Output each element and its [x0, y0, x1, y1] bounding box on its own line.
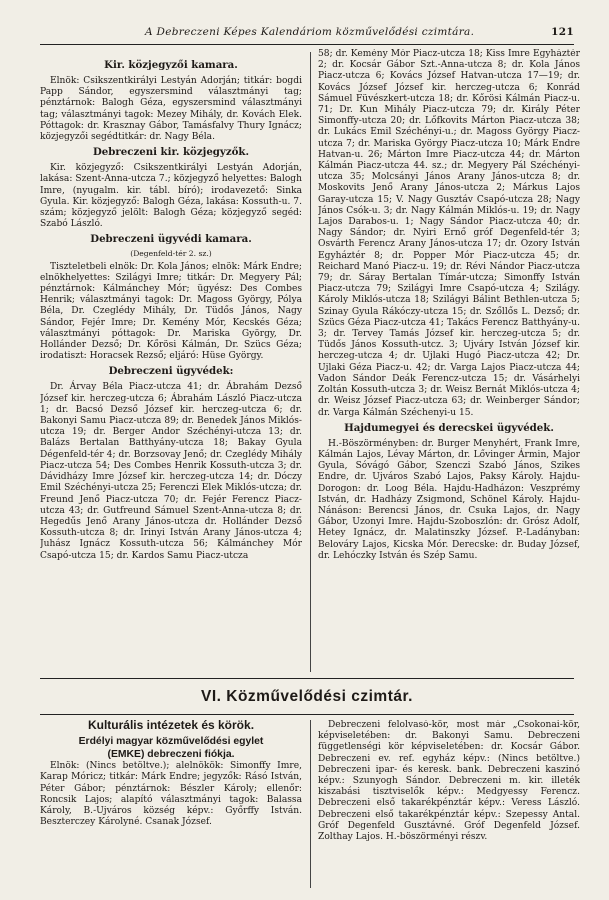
- section-heading: (EMKE) debreczeni fiókja.: [107, 749, 235, 761]
- header-title: A Debreczeni Képes Kalendáriom közművelődési czimtára.: [145, 26, 475, 38]
- header-rule: [40, 44, 574, 45]
- text-paragraph: 58; dr. Kemény Mór Piacz-utcza 18; Kiss Imre Egyháztér 2; dr. Kocsár Gábor Szt.-Anna-utcza 8; dr. Kola János Piacz-utcza 6; Kovács József Hatvan-utcza 17—19; dr. Kovács József József kir. herczeg-utcza 6; Konrád Sámuel Füvészkert-utcza 18; dr. Kőrösi Kálmán Piacz-u. 71; Dr. Kun Mihály Piacz-utcza 79; dr. Király Péter Simonffy-utcza 20; dr. Lőfkovits Márton Piacz-utcza 38; dr. Lukács Emil Széchényi-u.; dr. Magoss György Piacz-utcza 7; dr. Mariska György Piacz-utcza 10; Márk Endre Hatvan-u. 26; Márton Imre Piacz-utcza 44; dr. Márton Kálmán Piacz-utcza 44. sz.; dr. Megyery Pál Széchényi-utcza 35; Molcsányi János Arany János-utcza 8; dr. Moskovits Jenő Arany János-utcza 2; Márkus Lajos Garay-utcza 15; V. Nagy Gusztáv Csapó-utcza 28; Nagy János Csók-u. 3; dr. Nagy Kálmán Miklós-u. 19; dr. Nagy Lajos Darabos-u. 1; Nagy Sándor Piacz-utcza 40; dr. Nagy Sándor; dr. Nyiri Ernő gróf Degenfeld-tér 3; Osvárth Ferencz Arany János-utcza 17; dr. Ozory István Egyháztér 8; dr. Popper Mór Piacz-utcza 45; dr. Reichard Manó Piacz-u. 19; dr. Révi Nándor Piacz-utcza 79; dr. Sáray Bertalan Tímár-utcza; Simonffy István Piacz-utcza 79; Szilágyi Imre Csapó-utcza 4; Szilágy. Károly Miklós-utcza 18; Szilágyi Bálint Bethlen-utcza 5; Szinay Gyula Rákóczy-utcza 15; dr. Szőllős L. Dezső; dr. Szücs Géza Piacz-utcza 41; Takács Ferencz Batthyány-u. 3; dr. Tervey Tamás József kir. herczeg-utcza 5; dr. Tüdős János Kossuth-utcz. 3; Ujváry István József kir. herczeg-utcza 4; dr. Ujlaki Hugó Piacz-utcza 42; Dr. Ujlaki Géza Piacz-u. 42; dr. Varga Lajos Piacz-utcza 44; Vadon Sándor Deák Ferencz-utcza 15; dr. Vásárhelyi Zoltán Kossuth-utcza 3; dr. Weisz Bernát Miklós-utcza 4; dr. Weisz József Piacz-utcza 63; dr. Weinberger Sándor; dr. Varga Kálmán Széchenyi-u 15.: [318, 49, 580, 418]
- text-paragraph: Dr. Árvay Béla Piacz-utcza 41; dr. Ábrahám Dezső József kir. herczeg-utcza 6; Ábrahám László Piacz-utcza 1; dr. Bacsó Dezső József kir. herczeg-utcza 6; dr. Bakonyi Samu Piacz-utcza 89; dr. Benedek János Miklós-utcza 19; dr. Berger Andor Széchényi-utcza 13; dr. Balázs Bertalan Batthyány-utcza 18; Bakay Gyula Dégenfeld-tér 4; dr. Borzsovay Jenő; dr. Czeglédy Mihály Piacz-utcza 54; Des Combes Henrik Kossuth-utcza 3; dr. Dávidházy Imre József kir. herczeg-utcza 14; dr. Dóczy Emil Széchényi-utcza 25; Ferenczi Elek Miklós-utcza; dr. Freund Jenő Piacz-utcza 70; dr. Fejér Ferencz Piacz-utcza 43; dr. Gutfreund Sámuel Szent-Anna-utcza 8; dr. Hegedűs Jenő Arany János-utcza dr. Hollánder Dezső Kossuth-utcza 8; dr. Irinyi István Arany János-utcza 4; Juhász Ignácz Kossuth-utcza 56; Kálmánchey Mór Csapó-utcza 15; dr. Kardos Samu Piacz-utcza: [40, 382, 302, 561]
- chapter-title: VI. Közművelődési czimtár.: [201, 688, 413, 705]
- right-column-upper: [318, 49, 580, 674]
- right-column-lower: [318, 720, 580, 890]
- column-divider-lower: [310, 720, 311, 888]
- text-paragraph: Tiszteletbeli elnök: Dr. Kola János; elnök: Márk Endre; elnökhelyettes: Szilágyi Imre; titkár: Dr. Megyery Pál; pénztárnok: Kálmánchey Mór; ügyész: Des Combes Henrik; választmányi tagok: Dr. Magoss György, Pólya Béla, Dr. Czeglédy Mihály, Dr. Tüdős János, Nagy Sándor, Fejér Imre; Dr. Kemény Mór, Kecskés Géza; választmányi póttagok: Dr. Mariska György, Dr. Hollánder Dezső; Dr. Kőrösi Kálmán, Dr. Szücs Géza; irodatiszt: Horacsek Rezső; eljáró: Hüse György.: [40, 261, 302, 362]
- text-paragraph: Debreczeni felolvasó-kör, most már „Csokonai-kör, képviseletében: dr. Bakonyi Samu. Debreczeni függetlenségi kör képviseletében: dr. Kocsár Gábor. Debreczeni ev. ref. egyház képv.: (Nincs betöltve.) Debreczeni ipar- és keresk. bank. Debreczeni kaszinó képv.: Szunyogh Sándor. Debreczeni m. kir. illeték kiszabási tisztviselők képv.: Medgyessy Ferencz. Debreczeni első takarékpénztár képv.: Veress László. Debreczeni első takarékpénztár képv.: Szepessy Antal. Gróf Degenfeld Gusztávné. Gróf Degenfeld József. Zolthay Lajos. H.-böszörményi részv.: [318, 720, 580, 843]
- section-heading: Debreczeni ügyvédek:: [108, 365, 234, 378]
- text-paragraph: Elnök: Csikszentkirályi Lestyán Adorján; titkár: bogdi Papp Sándor, egyszersmind választmányi tag; pénztárnok: Balogh Géza, egyszersmind választmányi tag; választmányi tagok: Mezey Mihály, dr. Kovách Elek. Póttagok: dr. Krasznay Gábor, Tamásfalvy Thury Ignácz; közjegyzői segédtitkár: dr. Nagy Béla.: [40, 76, 302, 143]
- page-number: 121: [551, 26, 574, 38]
- chapter-rule-top: [40, 678, 574, 679]
- chapter-rule-bottom: [40, 714, 574, 715]
- text-paragraph: Kir. közjegyző: Csikszentkirályi Lestyán Adorján, lakása: Szent-Anna-utcza 7.; közjegyző helyettes: Balogh Imre, (nyugalm. kir. tábl. bíró); irodavezető: Sinka Gyula. Kir. közjegyző: Balogh Géza, lakása: Kossuth-u. 7. szám; közjegyző jelölt: Balogh Géza; közjegyző segéd: Szabó László.: [40, 163, 302, 230]
- section-heading: Hajdumegyei és derecskei ügyvédek.: [344, 421, 554, 434]
- section-heading: Debreczeni ügyvédi kamara.: [90, 233, 252, 246]
- text-paragraph: Elnök: (Nincs betöltve.); alelnökök: Simonffy Imre, Karap Móricz; titkár: Márk Endre; jegyzők: Rásó István, Péter Gábor; pénztárnok: Bészler Károly; ellenőr: Roncsik Lajos; alapító választmányi tagok: Balassa Károly, B.-Ujváros község képv.: Győrffy István. Beszterczey Károlyné. Csanak József.: [40, 761, 302, 828]
- section-title: Kulturális intézetek és körök.: [87, 720, 255, 732]
- left-column-lower: [40, 720, 302, 890]
- text-paragraph: H.-Böszörményben: dr. Burger Menyhért, Frank Imre, Kálmán Lajos, Lévay Márton, dr. Lővinger Ármin, Major Gyula, Sóvágó Gábor, Szenczi Szabó János, Szikes Endre, dr. Ujváros Szabó Lajos, Paksy Károly. Hajdu-Dorogon: dr. Loog Béla. Hajdu-Hadházon: Veszprémy István, dr. Hadházy Zsigmond, Schönel Károly. Hajdu-Nánáson: Berencsi János, dr. Csuka Lajos, dr. Nagy Gábor, Uzonyi Imre. Hajdu-Szoboszlón: dr. Grósz Adolf, Hetey Ignácz, dr. Malatinszky József. P.-Ladányban: Belováry Lajos, Kicska Mór. Derecske: dr. Buday József, dr. Lehóczky István és Szép Samu.: [318, 438, 580, 561]
- section-heading: Kir. közjegyzői kamara.: [104, 59, 238, 71]
- section-heading: Debreczeni kir. közjegyzők.: [92, 146, 250, 159]
- sub-heading: (Degenfeld-tér 2. sz.): [130, 249, 212, 259]
- section-heading: Erdélyi magyar közművelődési egylet: [78, 736, 264, 748]
- running-header: [40, 24, 574, 42]
- column-divider-upper: [310, 52, 311, 672]
- left-column-upper: [40, 56, 302, 674]
